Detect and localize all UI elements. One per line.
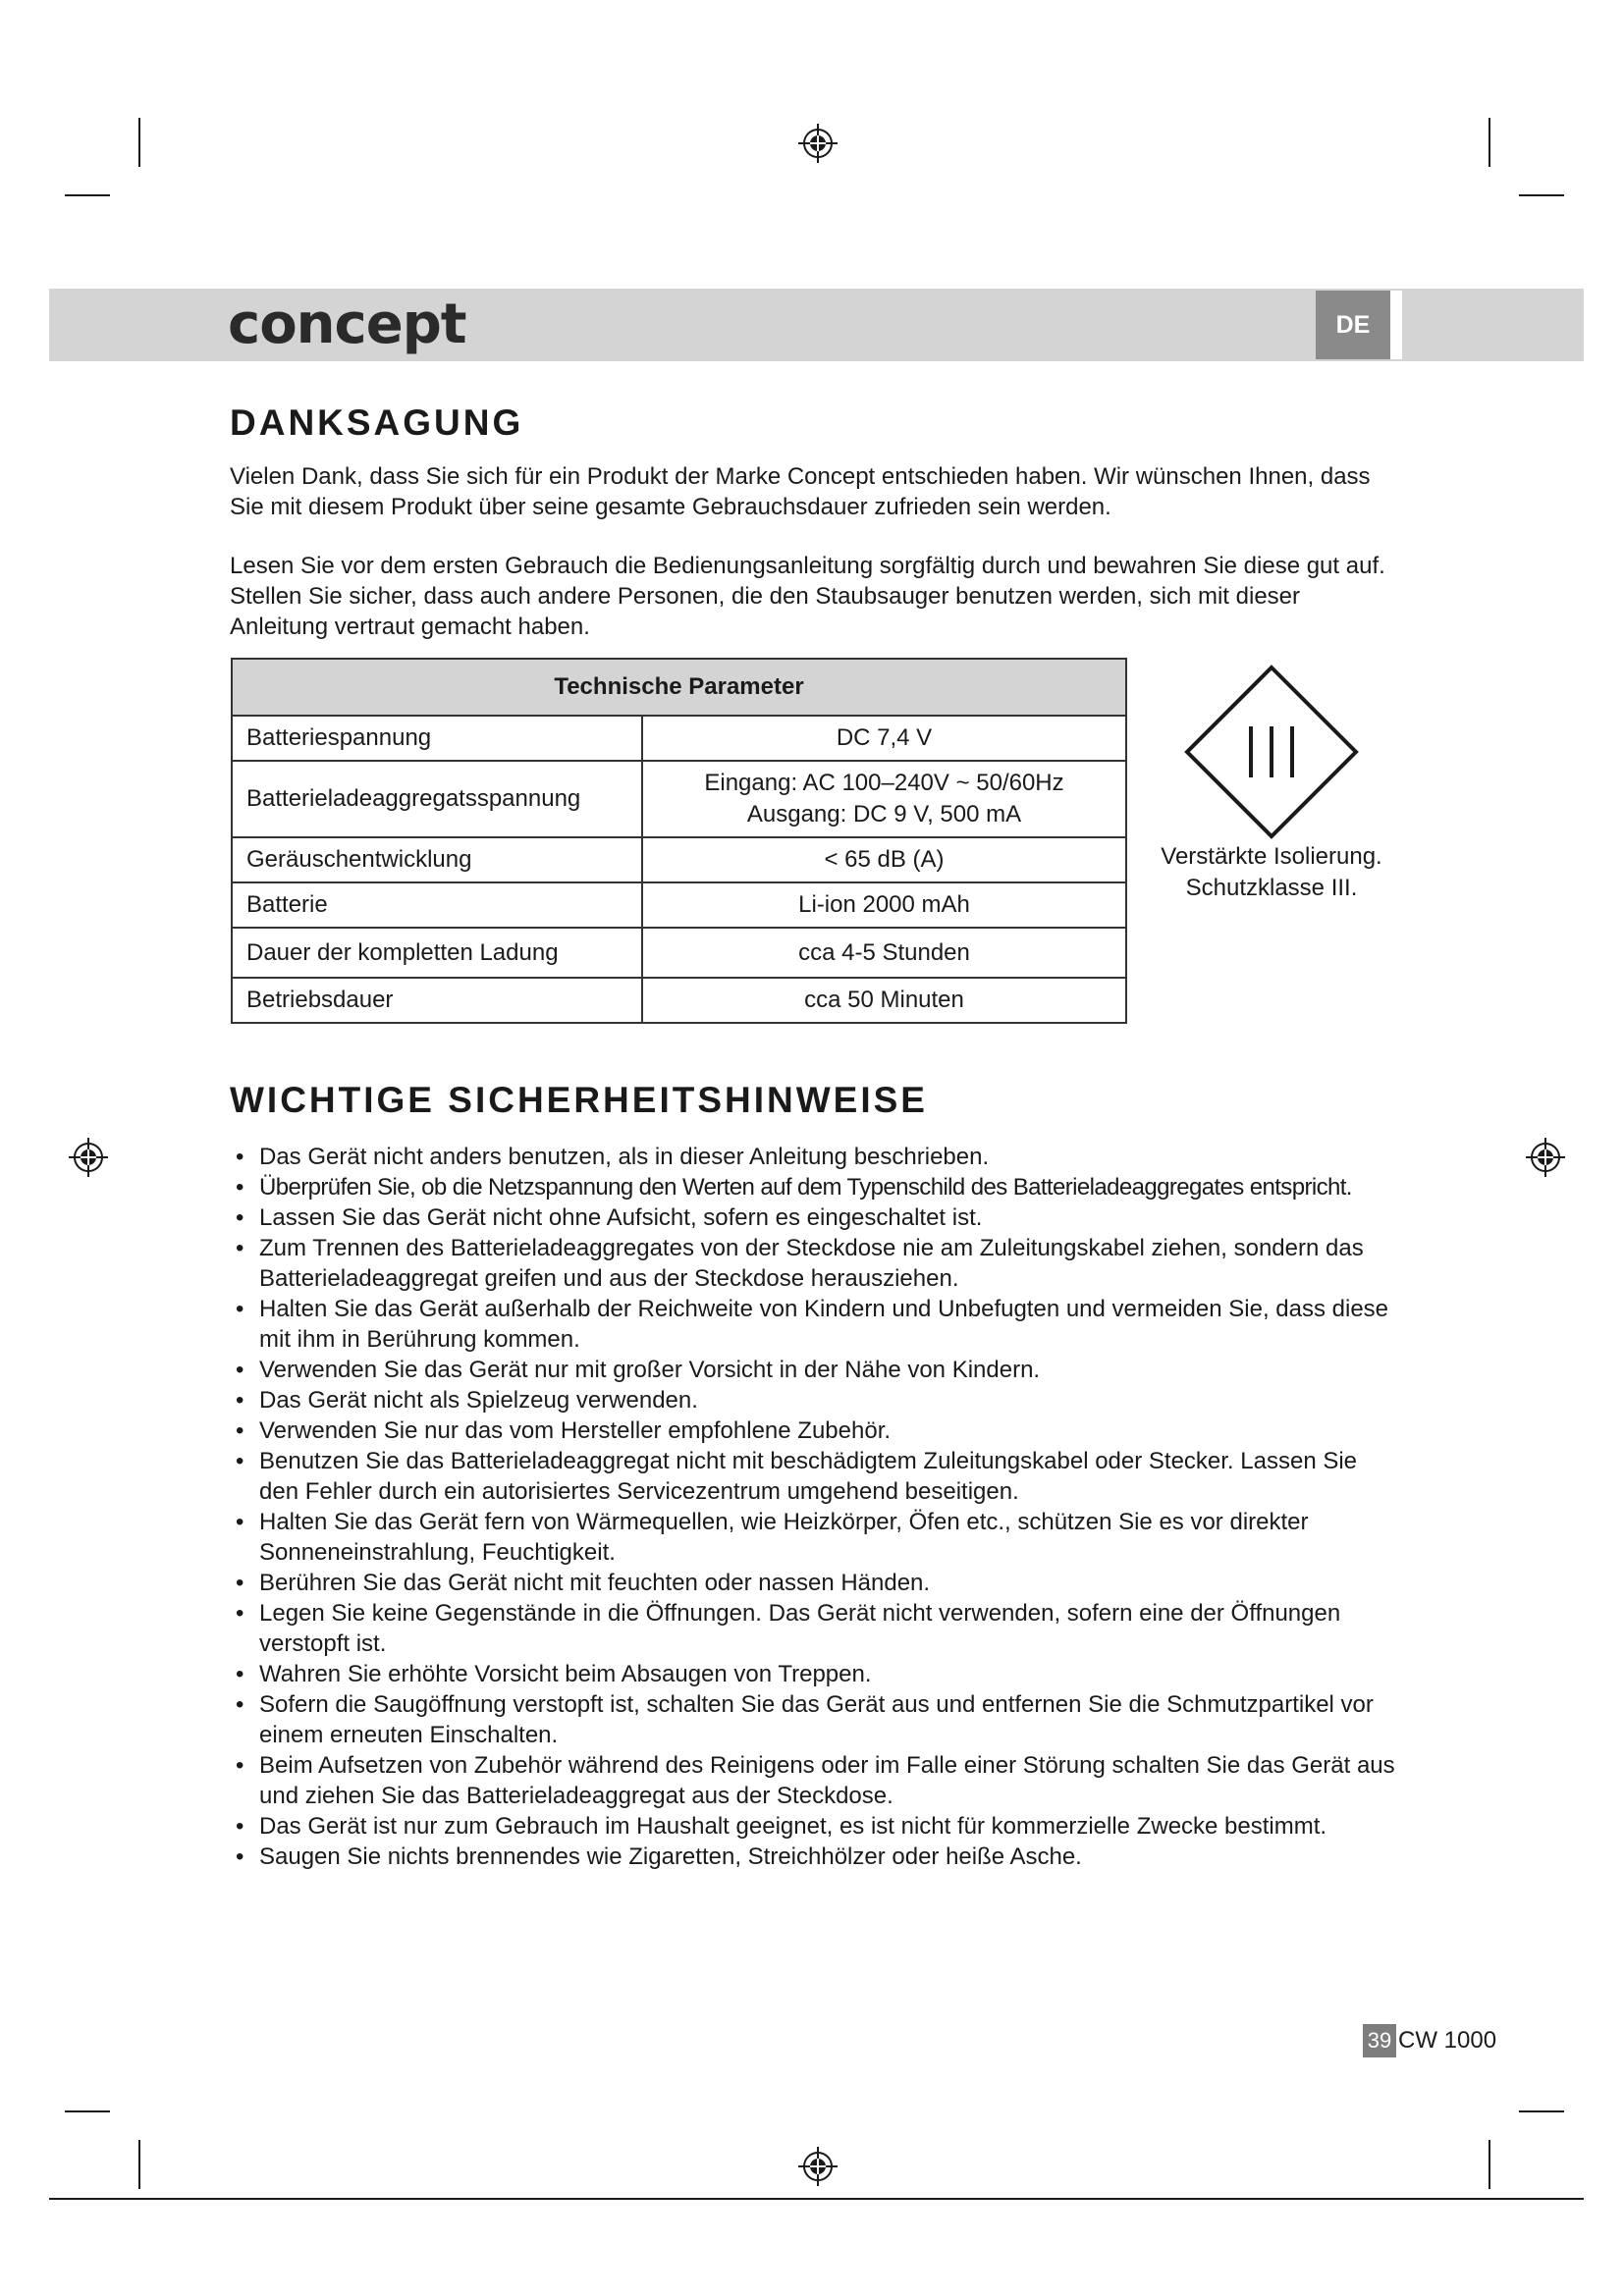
list-item: • Zum Trennen des Batterieladeaggregates von der Steckdose nie am Zuleitungskabel ziehen, sondern das Batterieladeaggregat greifen und aus der Steckdose herausziehen. — [236, 1235, 1364, 1292]
row-value: < 65 dB (A) — [642, 837, 1126, 882]
language-badge: DE — [1316, 291, 1390, 359]
safety-list — [228, 1142, 1396, 1872]
list-item: • Das Gerät ist nur zum Gebrauch im Haushalt geeignet, es ist nicht für kommerzielle Zwecke bestimmt. — [236, 1813, 1327, 1840]
header-divider — [1390, 291, 1402, 359]
row-value-line: Ausgang: DC 9 V, 500 mA — [746, 801, 1022, 828]
crop-mark — [65, 2110, 110, 2112]
list-item: • Beim Aufsetzen von Zubehör während des Reinigens oder im Falle einer Störung schalten Sie das Gerät aus und ziehen Sie das Batterieladeaggregat aus der Steckdose. — [236, 1752, 1395, 1809]
row-value: cca 4-5 Stunden — [642, 928, 1126, 978]
table-row — [232, 882, 1126, 928]
row-label: Batteriespannung — [232, 716, 642, 761]
bottom-rule — [49, 2198, 1584, 2200]
list-item: • Berühren Sie das Gerät nicht mit feuchten oder nassen Händen. — [236, 1570, 931, 1596]
table-header-row — [232, 659, 1126, 716]
row-value-line: Eingang: AC 100–240V ~ 50/60Hz — [704, 770, 1064, 796]
crop-mark — [138, 118, 140, 167]
crop-mark — [1489, 118, 1490, 167]
list-item: • Überprüfen Sie, ob die Netzspannung den Werten auf dem Typenschild des Batterieladeaggregates entspricht. — [236, 1174, 1352, 1201]
list-item: • Halten Sie das Gerät außerhalb der Reichweite von Kindern und Unbefugten und vermeiden Sie, dass diese mit ihm in Berührung kommen. — [236, 1296, 1389, 1353]
technical-parameters-table — [231, 658, 1127, 1024]
row-label: Geräuschentwicklung — [232, 837, 642, 882]
row-value: DC 7,4 V — [642, 716, 1126, 761]
model-name: CW 1000 — [1398, 2027, 1497, 2054]
crop-mark — [1489, 2140, 1490, 2189]
row-label: Batterie — [232, 882, 642, 928]
protection-class-caption — [1139, 841, 1404, 904]
registration-mark-icon — [796, 122, 839, 165]
crop-mark — [1519, 2110, 1564, 2112]
crop-mark — [138, 2140, 140, 2189]
list-item: • Wahren Sie erhöhte Vorsicht beim Absaugen von Treppen. — [236, 1661, 872, 1687]
row-value: Li-ion 2000 mAh — [642, 882, 1126, 928]
protection-class-three-icon — [1183, 664, 1360, 840]
page-number: 39 — [1363, 2024, 1396, 2057]
intro-paragraph: Vielen Dank, dass Sie sich für ein Produkt der Marke Concept entschieden haben. Wir wünschen Ihnen, dass Sie mit diesem Produkt über seine gesamte Gebrauchsdauer zufrieden sein werden. — [230, 463, 1371, 520]
row-label: Dauer der kompletten Ladung — [232, 928, 642, 978]
table-row — [232, 837, 1126, 882]
list-item: • Das Gerät nicht anders benutzen, als in dieser Anleitung beschrieben. — [236, 1144, 990, 1170]
list-item: • Das Gerät nicht als Spielzeug verwenden. — [236, 1387, 698, 1414]
instructions-paragraph: Lesen Sie vor dem ersten Gebrauch die Bedienungsanleitung sorgfältig durch und bewahren Sie diese gut auf. Stellen Sie sicher, dass auch andere Personen, die den Staubsauger benutzen werden, sich mit dieser Anleitung vertraut gemacht haben. — [230, 553, 1385, 640]
table-heading: Technische Parameter — [232, 659, 1126, 716]
table-row — [232, 978, 1126, 1023]
list-item: • Halten Sie das Gerät fern von Wärmequellen, wie Heizkörper, Öfen etc., schützen Sie es vor direkter Sonneneinstrahlung, Feuchtigkeit. — [236, 1509, 1309, 1566]
list-item: • Lassen Sie das Gerät nicht ohne Aufsicht, sofern es eingeschaltet ist. — [236, 1204, 983, 1231]
row-value: cca 50 Minuten — [642, 978, 1126, 1023]
table-row — [232, 761, 1126, 837]
row-value — [642, 761, 1126, 837]
caption-line: Schutzklasse III. — [1185, 875, 1358, 901]
list-item: • Legen Sie keine Gegenstände in die Öffnungen. Das Gerät nicht verwenden, sofern eine der Öffnungen verstopft ist. — [236, 1600, 1341, 1657]
list-item: • Verwenden Sie nur das vom Hersteller empfohlene Zubehör. — [236, 1417, 892, 1444]
registration-mark-icon — [796, 2145, 839, 2188]
row-label: Betriebsdauer — [232, 978, 642, 1023]
crop-mark — [65, 194, 110, 196]
crop-mark — [1519, 194, 1564, 196]
registration-mark-icon — [1524, 1136, 1567, 1179]
row-label: Batterieladeaggregatsspannung — [232, 761, 642, 837]
registration-mark-icon — [67, 1136, 110, 1179]
table-row — [232, 928, 1126, 978]
list-item: • Verwenden Sie das Gerät nur mit großer Vorsicht in der Nähe von Kindern. — [236, 1357, 1041, 1383]
list-item: • Sofern die Saugöffnung verstopft ist, schalten Sie das Gerät aus und entfernen Sie die Schmutzpartikel vor einem erneuten Einschalten. — [236, 1691, 1374, 1748]
brand-logo: concept — [228, 293, 466, 356]
list-item: • Saugen Sie nichts brennendes wie Zigaretten, Streichhölzer oder heiße Asche. — [236, 1843, 1082, 1870]
section-title-safety: WICHTIGE SICHERHEITSHINWEISE — [230, 1080, 928, 1120]
table-row — [232, 716, 1126, 761]
section-title-danksagung: DANKSAGUNG — [230, 402, 524, 443]
list-item: • Benutzen Sie das Batterieladeaggregat nicht mit beschädigtem Zuleitungskabel oder Stecker. Lassen Sie den Fehler durch ein autorisiertes Servicezentrum umgehend beseitigen. — [236, 1448, 1358, 1505]
caption-line: Verstärkte Isolierung. — [1161, 843, 1382, 870]
